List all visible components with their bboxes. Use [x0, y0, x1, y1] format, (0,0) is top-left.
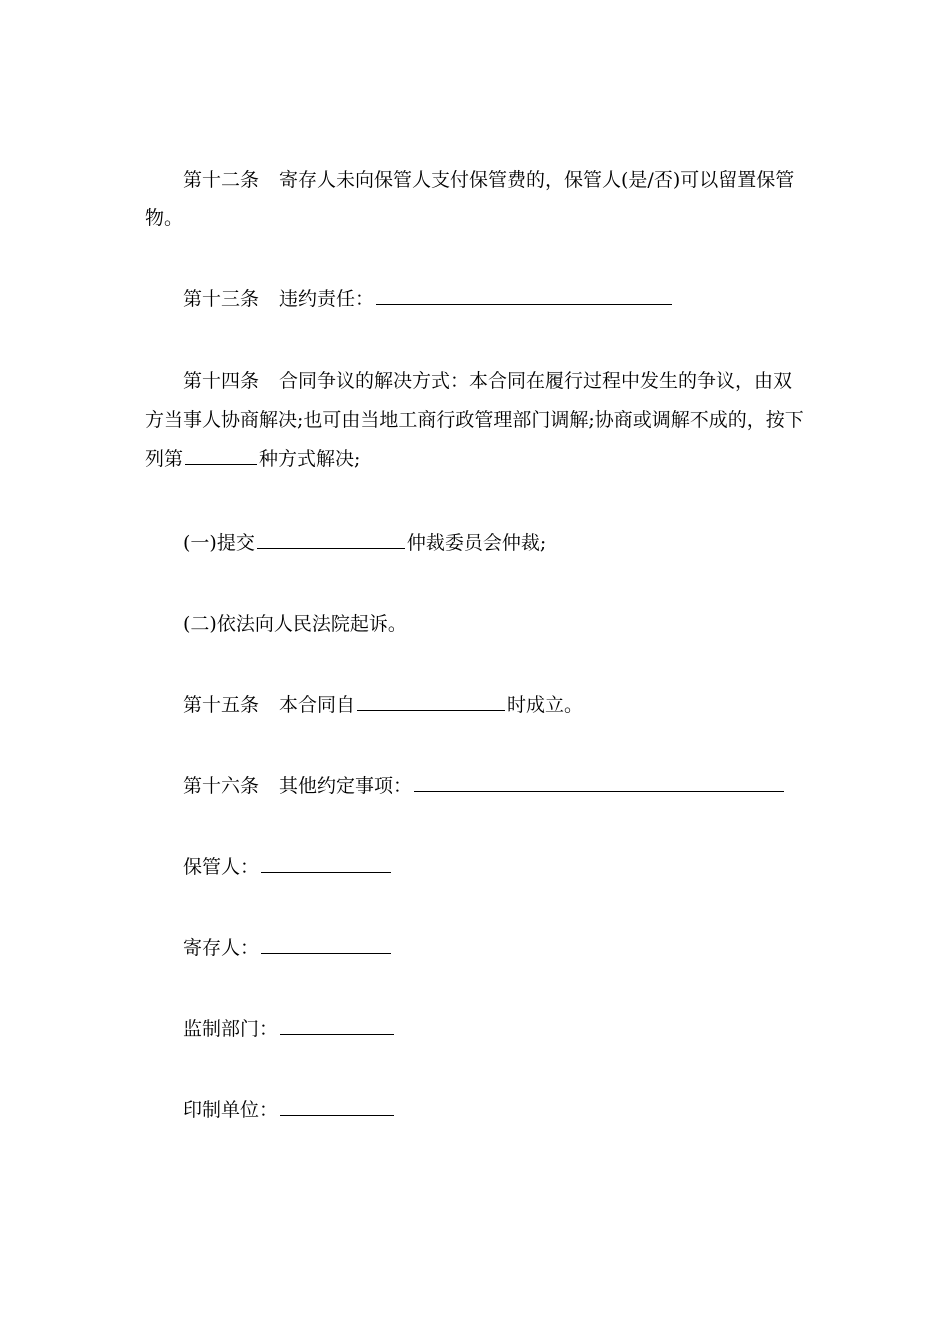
clause-12-text: 寄存人未向保管人支付保管费的，保管人(是/否)可以留置保管: [279, 169, 795, 191]
signature-printer: [145, 1091, 853, 1129]
clause-14-blank[interactable]: [185, 442, 257, 465]
signature-depositor: [145, 929, 853, 967]
custodian-label: 保管人：: [183, 856, 260, 878]
printer-label: 印制单位：: [183, 1099, 279, 1121]
clause-14-line2: 方当事人协商解决;也可由当地工商行政管理部门调解;协商或调解不成的，按下: [145, 409, 804, 431]
option-1-blank[interactable]: [257, 526, 405, 549]
option-2: (二)依法向人民法院起诉。: [183, 613, 407, 635]
supervisor-label: 监制部门：: [183, 1018, 279, 1040]
clause-15: [145, 686, 853, 724]
clause-16: [145, 767, 853, 805]
clause-15-text-a: 本合同自: [279, 694, 356, 716]
clause-13: [145, 280, 853, 318]
printer-blank[interactable]: [280, 1093, 394, 1116]
option-1-text-b: 仲裁委员会仲裁;: [406, 532, 547, 554]
clause-12-line1: [145, 161, 853, 199]
clause-12-number: 第十二条: [183, 169, 260, 191]
clause-14-line3: [145, 440, 815, 478]
clause-14-number: 第十四条: [183, 370, 260, 392]
clause-16-blank[interactable]: [414, 769, 784, 792]
signature-supervisor: [145, 1010, 853, 1048]
clause-16-text: 其他约定事项：: [279, 775, 413, 797]
clause-13-blank[interactable]: [376, 282, 672, 305]
clause-14-text3a: 列第: [145, 448, 184, 470]
clause-14-text1: 合同争议的解决方式：本合同在履行过程中发生的争议，由双: [279, 370, 793, 392]
supervisor-blank[interactable]: [280, 1012, 394, 1035]
clause-12-line2: 物。: [145, 207, 184, 229]
clause-15-text-b: 时成立。: [507, 694, 584, 716]
custodian-blank[interactable]: [261, 850, 391, 873]
signature-custodian: [145, 848, 853, 886]
clause-14-text3b: 种方式解决;: [259, 448, 361, 470]
option-1-text-a: (一)提交: [183, 532, 255, 554]
clause-14-line1: [145, 362, 853, 400]
clause-13-text: 违约责任：: [279, 288, 375, 310]
depositor-blank[interactable]: [261, 931, 391, 954]
clause-13-number: 第十三条: [183, 288, 260, 310]
option-1: [145, 524, 853, 562]
depositor-label: 寄存人：: [183, 937, 260, 959]
clause-15-number: 第十五条: [183, 694, 260, 716]
clause-16-number: 第十六条: [183, 775, 260, 797]
clause-15-blank[interactable]: [357, 688, 505, 711]
